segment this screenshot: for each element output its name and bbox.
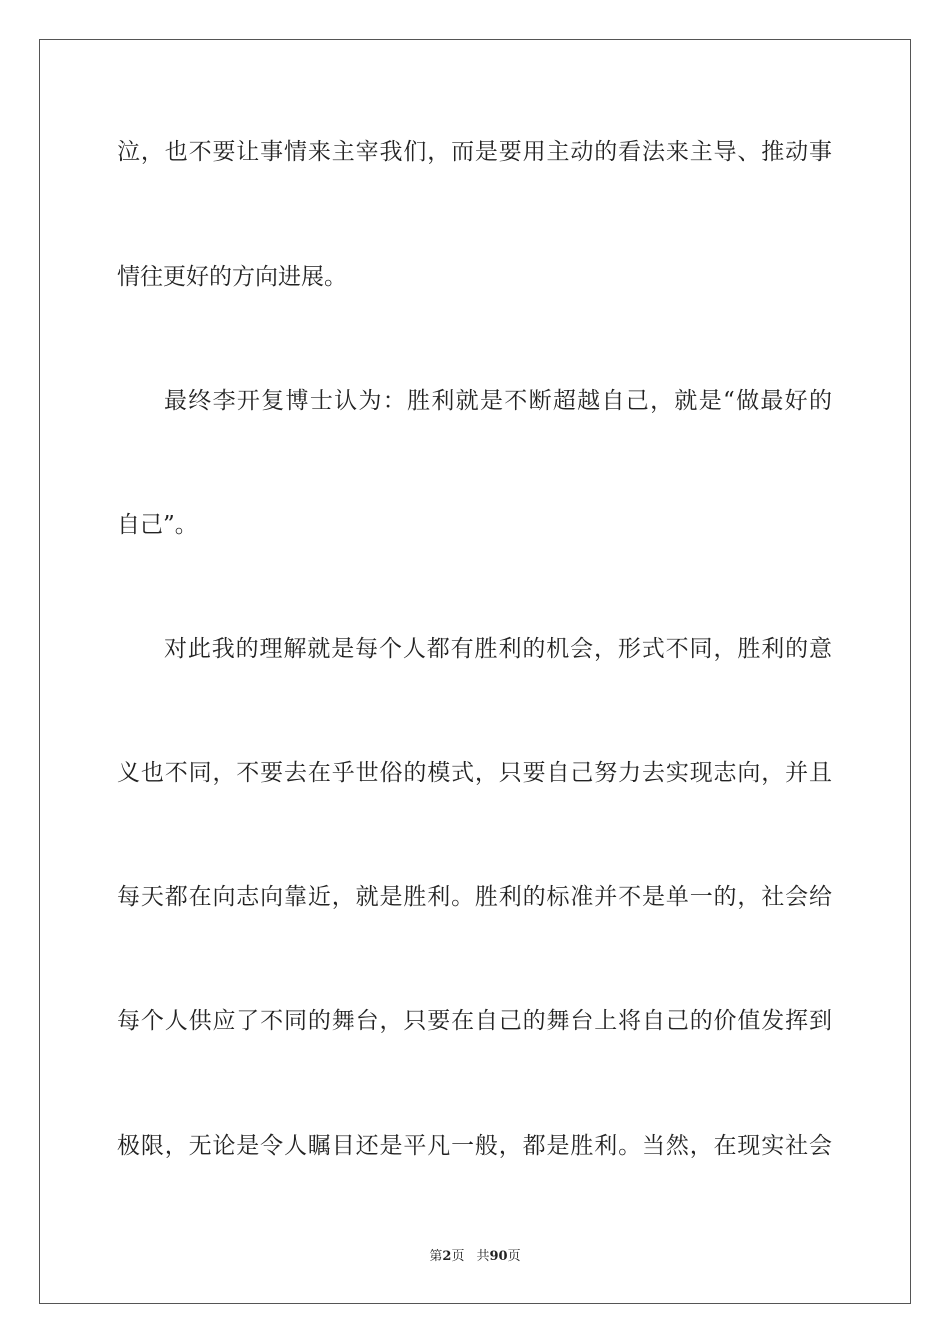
total-prefix: 共: [476, 1249, 490, 1264]
page-border: [39, 39, 911, 1304]
page-suffix: 页: [451, 1249, 465, 1264]
text-line-4: 自己”。: [117, 512, 198, 538]
page-number: 2: [442, 1249, 452, 1264]
total-suffix: 页: [507, 1249, 521, 1264]
text-line-5: 对此我的理解就是每个人都有胜利的机会，形式不同，胜利的意: [164, 636, 832, 662]
text-line-6: 义也不同，不要去在乎世俗的模式，只要自己努力去实现志向，并且: [117, 760, 832, 786]
text-line-2: 情往更好的方向进展。: [117, 264, 347, 290]
page-prefix: 第: [429, 1249, 443, 1264]
page-footer: [0, 1248, 950, 1266]
text-line-1: 泣，也不要让事情来主宰我们，而是要用主动的看法来主导、推动事: [117, 139, 832, 165]
text-line-3: 最终李开复博士认为：胜利就是不断超越自己，就是“做最好的: [164, 388, 832, 414]
text-line-8: 每个人供应了不同的舞台，只要在自己的舞台上将自己的价值发挥到: [117, 1008, 832, 1034]
total-pages: 90: [489, 1249, 508, 1264]
text-line-7: 每天都在向志向靠近，就是胜利。胜利的标准并不是单一的，社会给: [117, 884, 832, 910]
text-line-9: 极限，无论是令人瞩目还是平凡一般，都是胜利。当然，在现实社会: [117, 1133, 832, 1159]
